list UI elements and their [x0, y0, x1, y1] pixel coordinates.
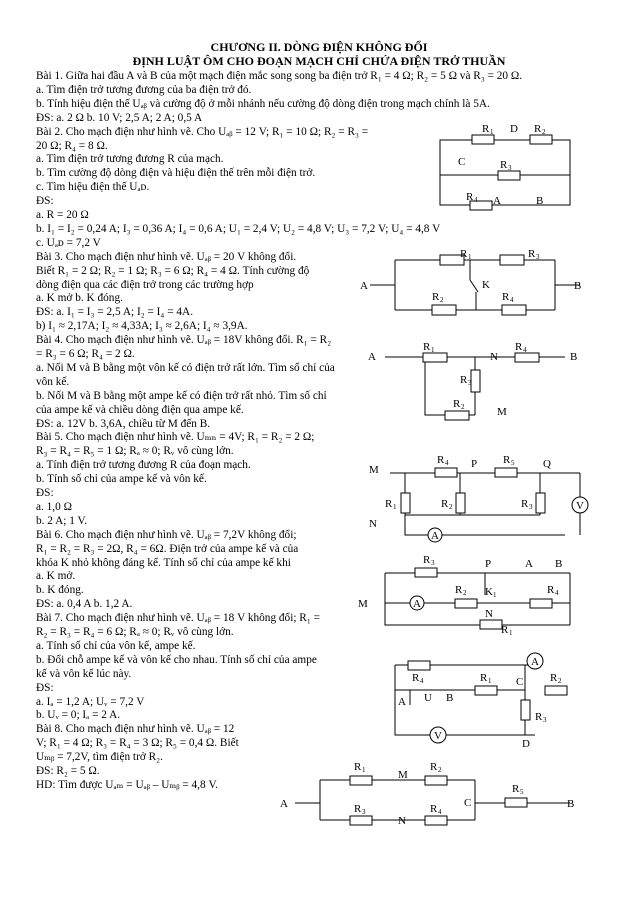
text-line: ĐS: [36, 195, 54, 208]
text-line: Biết R₁ = 2 Ω; R₂ = 1 Ω; R₃ = 6 Ω; R₄ = 4 Ω. Tính cường độ [36, 264, 310, 277]
text-line: của ampe kế và chiều dòng điện qua ampe kế. [36, 403, 244, 416]
svg-text:C: C [516, 676, 524, 688]
svg-text:3: 3 [431, 559, 435, 567]
svg-text:4: 4 [445, 459, 449, 467]
text-line: a. K mở. [36, 570, 76, 583]
svg-text:B: B [570, 351, 578, 363]
svg-text:R: R [547, 584, 555, 596]
svg-text:A: A [525, 558, 533, 570]
text-line: Bài 7. Cho mạch điện như hình vẽ. Uₐᵦ = 18 V không đổi; R₁ = [36, 612, 320, 625]
text-line: R₂ = R₃ = R₄ = 6 Ω; Rₐ ≈ 0; Rᵥ vô cùng lớn. [36, 626, 234, 638]
text-line: b. Tính hiệu điện thế Uₐᵦ và cường độ ở mỗi nhánh nếu cường độ dòng điện trong mạch chính là 5A. [36, 97, 490, 110]
svg-text:R: R [354, 761, 362, 773]
svg-text:A: A [431, 530, 439, 542]
svg-text:V: V [576, 500, 584, 512]
svg-text:R: R [550, 672, 558, 684]
text-line: HD: Tìm được Uₐₘ = Uₐᵦ – Uₘᵦ = 4,8 V. [36, 778, 219, 791]
svg-text:K: K [482, 279, 490, 291]
text-line: b. I₁ = I₂ = 0,24 A; I₃ = 0,36 A; I₄ = 0,6 A; U₁ = 2,4 V; U₂ = 4,8 V; U₃ = 7,2 V; U₄ = 4,8 V [36, 222, 441, 235]
svg-text:1: 1 [493, 591, 497, 599]
svg-text:A: A [360, 280, 368, 292]
svg-text:R: R [430, 803, 438, 815]
svg-text:4: 4 [420, 677, 424, 685]
svg-text:B: B [574, 280, 582, 292]
svg-text:R: R [534, 123, 542, 135]
text-line: a. Tìm điện trở tương đương R của mạch. [36, 153, 224, 166]
svg-text:2: 2 [558, 677, 562, 685]
svg-text:A: A [531, 656, 539, 668]
svg-text:K: K [485, 586, 493, 598]
text-line: a. 1,0 Ω [36, 500, 73, 513]
svg-text:1: 1 [509, 629, 513, 637]
svg-text:M: M [369, 464, 379, 476]
svg-text:R: R [385, 498, 393, 510]
svg-text:Q: Q [543, 458, 551, 470]
svg-text:R: R [500, 159, 508, 171]
svg-text:R: R [528, 248, 536, 260]
svg-text:R: R [512, 783, 520, 795]
svg-text:4: 4 [555, 589, 559, 597]
svg-text:D: D [522, 738, 530, 750]
text-line: 20 Ω; R₄ = 8 Ω. [36, 139, 108, 152]
svg-text:2: 2 [438, 766, 442, 774]
svg-text:2: 2 [449, 503, 453, 511]
text-line: ĐS: a. 12V b. 3,6A, chiều từ M đến B. [36, 417, 211, 430]
svg-text:N: N [369, 518, 377, 530]
text-line: b. Nối M và B bằng một ampe kế có điện trở rất nhỏ. Tìm số chỉ [36, 389, 327, 402]
text-line: Bài 5. Cho mạch điện như hình vẽ. Uₘₙ = 4V; R₁ = R₂ = 2 Ω; [36, 431, 315, 444]
svg-text:N: N [398, 815, 406, 827]
svg-text:R: R [521, 498, 529, 510]
svg-text:3: 3 [536, 253, 540, 261]
svg-text:B: B [555, 558, 563, 570]
svg-text:R: R [437, 454, 445, 466]
svg-text:B: B [536, 195, 544, 207]
svg-text:1: 1 [468, 253, 472, 261]
svg-text:3: 3 [529, 503, 533, 511]
svg-text:R: R [503, 454, 511, 466]
svg-text:1: 1 [431, 346, 435, 354]
svg-text:A: A [493, 195, 501, 207]
text-line: Bài 3. Cho mạch điện như hình vẽ. Uₐᵦ = 20 V không đổi. [36, 250, 297, 263]
text-line: ĐS: [36, 487, 54, 499]
text-line: b. Uᵥ = 0; Iₐ = 2 A. [36, 709, 121, 722]
svg-text:1: 1 [490, 128, 494, 136]
svg-text:D: D [510, 123, 518, 135]
svg-text:5: 5 [511, 459, 515, 467]
text-line: a. R = 20 Ω [36, 209, 89, 221]
svg-text:1: 1 [488, 677, 492, 685]
text-line: ĐS: a. 2 Ω b. 10 V; 2,5 A; 2 A; 0,5 A [36, 111, 203, 124]
svg-text:R: R [480, 672, 488, 684]
svg-text:C: C [458, 156, 466, 168]
svg-text:R: R [455, 584, 463, 596]
text-line: c. Tìm hiệu điện thế Uₐᴅ. [36, 181, 150, 194]
svg-text:A: A [280, 798, 288, 810]
circuit-bai-5 [365, 455, 590, 545]
svg-text:5: 5 [520, 788, 524, 796]
text-line: ĐS: a. 0,4 A b. 1,2 A. [36, 598, 133, 611]
text-line: a. Tìm điện trở tương đương của ba điện trở đó. [36, 83, 252, 96]
svg-text:R: R [535, 711, 543, 723]
text-line: ĐS: a. I₁ = I₃ = 2,5 A; I₂ = I₄ = 4A. [36, 306, 194, 319]
text-line: R₃ = R₄ = R₅ = 1 Ω; Rₐ ≈ 0; Rᵥ vô cùng lớn. [36, 445, 234, 458]
text-line: Bài 1. Giữa hai đầu A và B của một mạch điện mắc song song ba điện trở R₁ = 4 Ω; R₂ = 5 Ω và R₃ = 20 Ω. [36, 70, 523, 82]
text-line: khóa K nhỏ không đáng kể. Tính số chỉ của ampe kế khi [36, 556, 291, 569]
text-line: Bài 2. Cho mạch điện như hình vẽ. Cho Uₐᵦ = 12 V; R₁ = 10 Ω; R₂ = R₃ = [36, 125, 369, 138]
svg-text:M: M [398, 769, 408, 781]
text-line: c. Uₐᴅ = 7,2 V [36, 236, 101, 249]
svg-text:A: A [398, 696, 406, 708]
text-line: a. Iₐ = 1,2 A; Uᵥ = 7,2 V [36, 695, 145, 708]
text-line: a. Tính số chỉ của vôn kế, ampe kế. [36, 639, 196, 652]
text-line: dòng điện qua các điện trở trong các trường hợp [36, 278, 254, 291]
svg-text:1: 1 [362, 766, 366, 774]
circuit-bai-4 [365, 341, 585, 425]
circuit-bai-8 [280, 760, 580, 825]
svg-text:R: R [412, 672, 420, 684]
svg-text:R: R [430, 761, 438, 773]
text-line: kế và vôn kế lúc này. [36, 667, 132, 680]
svg-text:R: R [354, 803, 362, 815]
svg-text:B: B [567, 798, 575, 810]
text-line: b. Tìm cường độ dòng điện và hiệu điện thế trên mỗi điện trở. [36, 167, 316, 180]
text-line: vôn kế. [36, 375, 70, 388]
svg-text:2: 2 [461, 403, 465, 411]
text-line: a. Nối M và B bằng một vôn kế có điện trở rất lớn. Tìm số chỉ của [36, 361, 335, 374]
svg-text:R: R [441, 498, 449, 510]
svg-text:4: 4 [523, 346, 527, 354]
text-line: Bài 6. Cho mạch điện như hình vẽ. Uₐᵦ = 7,2V không đổi; [36, 528, 297, 541]
text-line: b) I₁ ≈ 2,17A; I₂ ≈ 4,33A; I₃ ≈ 2,6A; I₄ ≈ 3,9A. [36, 320, 248, 333]
svg-text:R: R [502, 291, 510, 303]
svg-text:4: 4 [438, 808, 442, 816]
text-line: b. Tính số chỉ của ampe kế và vôn kế. [36, 473, 207, 486]
svg-text:A: A [413, 598, 421, 610]
text-line: = R₃ = 6 Ω; R₄ = 2 Ω. [36, 348, 135, 360]
svg-text:M: M [358, 598, 368, 610]
text-line: V; R₁ = 4 Ω; R₃ = R₄ = 3 Ω; R₅ = 0,4 Ω. Biết [36, 737, 239, 750]
text-line: b. Đổi chỗ ampe kế và vôn kế cho nhau. Tính số chỉ của ampe [36, 653, 317, 666]
svg-text:N: N [490, 351, 498, 363]
svg-text:R: R [423, 554, 431, 566]
svg-text:R: R [460, 374, 468, 386]
svg-text:2: 2 [542, 128, 546, 136]
circuit-bai-7 [380, 645, 580, 750]
circuit-bai-3 [360, 250, 590, 325]
svg-text:R: R [432, 291, 440, 303]
text-line: b. K đóng. [36, 584, 84, 597]
text-line: Uₘᵦ = 7,2V, tìm điện trở R₂. [36, 751, 163, 764]
svg-text:U: U [424, 692, 432, 704]
text-line: ĐS: R₂ = 5 Ω. [36, 765, 100, 777]
svg-text:R: R [460, 248, 468, 260]
svg-text:4: 4 [510, 296, 514, 304]
svg-text:N: N [485, 608, 493, 620]
svg-text:3: 3 [508, 164, 512, 172]
text-line: R₁ = R₂ = R₃ = 2Ω, R₄ = 6Ω. Điện trở của ampe kế và của [36, 542, 299, 555]
svg-text:R: R [482, 123, 490, 135]
svg-text:M: M [497, 406, 507, 418]
chapter-title: CHƯƠNG II. DÒNG ĐIỆN KHÔNG ĐỔI [210, 40, 428, 54]
circuit-bai-6 [355, 555, 585, 635]
svg-text:R: R [453, 398, 461, 410]
svg-text:3: 3 [543, 716, 547, 724]
svg-text:1: 1 [393, 503, 397, 511]
svg-text:P: P [471, 458, 478, 470]
text-line: Bài 4. Cho mạch điện như hình vẽ. Uₐᵦ = 18V không đổi. R₁ = R₂ [36, 334, 332, 347]
svg-text:V: V [434, 730, 442, 742]
svg-text:P: P [485, 558, 492, 570]
text-line: a. Tính điện trở tương đương R của đoạn mạch. [36, 459, 251, 472]
svg-text:R: R [466, 191, 474, 203]
svg-text:A: A [368, 351, 376, 363]
section-title: ĐỊNH LUẬT ÔM CHO ĐOẠN MẠCH CHỈ CHỨA ĐIỆN TRỞ THUẦN [132, 54, 506, 68]
svg-text:R: R [501, 624, 509, 636]
circuit-bai-2 [430, 120, 580, 215]
svg-text:2: 2 [440, 296, 444, 304]
text-line: a. K mở b. K đóng. [36, 292, 123, 305]
svg-text:C: C [464, 797, 472, 809]
svg-text:R: R [423, 341, 431, 353]
svg-text:2: 2 [463, 589, 467, 597]
svg-text:4: 4 [474, 196, 478, 204]
text-line: Bài 8. Cho mạch điện như hình vẽ. Uₐᵦ = 12 [36, 723, 235, 736]
svg-text:R: R [515, 341, 523, 353]
svg-text:3: 3 [468, 379, 472, 387]
text-line: b. 2 A; 1 V. [36, 514, 88, 527]
svg-text:B: B [446, 692, 454, 704]
text-line: ĐS: [36, 681, 54, 694]
svg-text:3: 3 [362, 808, 366, 816]
